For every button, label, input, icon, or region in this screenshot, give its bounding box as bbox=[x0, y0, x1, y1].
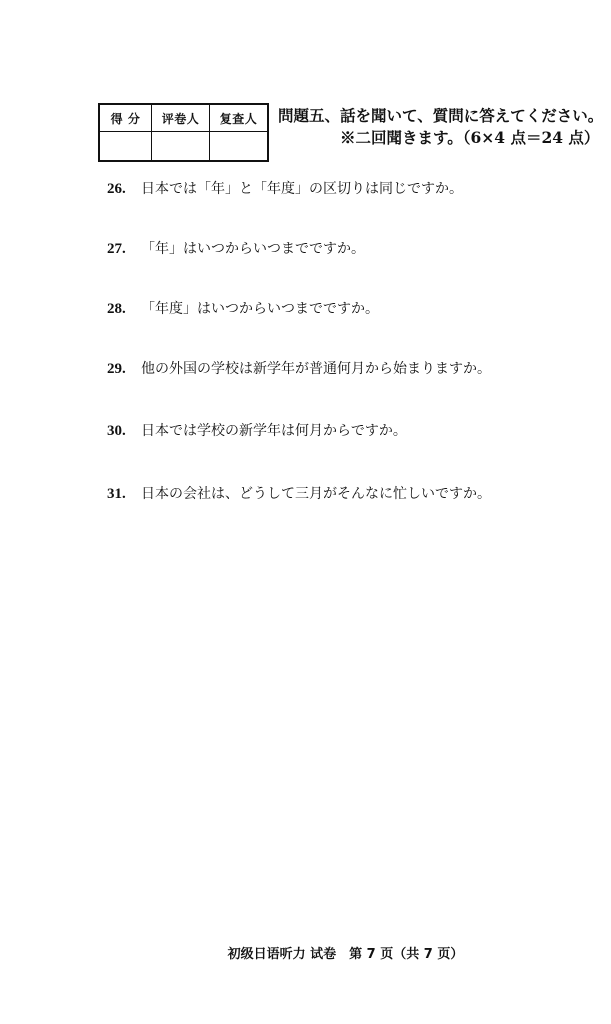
score-table bbox=[98, 103, 269, 162]
question-31 bbox=[107, 483, 491, 503]
reviewer-cell[interactable] bbox=[210, 132, 269, 162]
question-number: 28. bbox=[107, 301, 126, 317]
question-text: 日本では学校の新学年は何月からですか。 bbox=[141, 423, 407, 439]
grader-cell[interactable] bbox=[152, 132, 210, 162]
question-number: 30. bbox=[107, 423, 126, 439]
question-number: 31. bbox=[107, 486, 126, 502]
question-text: 日本の会社は、どうして三月がそんなに忙しいですか。 bbox=[141, 486, 491, 502]
question-27 bbox=[107, 238, 365, 258]
grader-header: 评卷人 bbox=[152, 104, 210, 132]
score-table-entry-row bbox=[99, 132, 268, 162]
question-number: 26. bbox=[107, 181, 126, 197]
question-number: 27. bbox=[107, 241, 126, 257]
reviewer-header: 复查人 bbox=[210, 104, 269, 132]
question-text: 他の外国の学校は新学年が普通何月から始まりますか。 bbox=[141, 361, 491, 377]
section-title: 問題五、話を聞いて、質問に答えてください。 bbox=[278, 106, 604, 125]
question-26 bbox=[107, 178, 463, 198]
question-number: 29. bbox=[107, 361, 126, 377]
page-footer: 初级日语听力 试卷 第 7 页（共 7 页） bbox=[227, 947, 464, 962]
question-text: 日本では「年」と「年度」の区切りは同じですか。 bbox=[141, 181, 463, 197]
question-29 bbox=[107, 358, 491, 378]
question-28 bbox=[107, 298, 379, 318]
question-text: 「年」はいつからいつまでですか。 bbox=[141, 241, 365, 257]
score-header: 得 分 bbox=[99, 104, 152, 132]
score-table-header-row bbox=[99, 104, 268, 132]
question-text: 「年度」はいつからいつまでですか。 bbox=[141, 301, 379, 317]
question-30 bbox=[107, 420, 407, 440]
score-cell[interactable] bbox=[99, 132, 152, 162]
section-note: ※二回聞きます。（6×4 点＝24 点） bbox=[340, 128, 600, 147]
